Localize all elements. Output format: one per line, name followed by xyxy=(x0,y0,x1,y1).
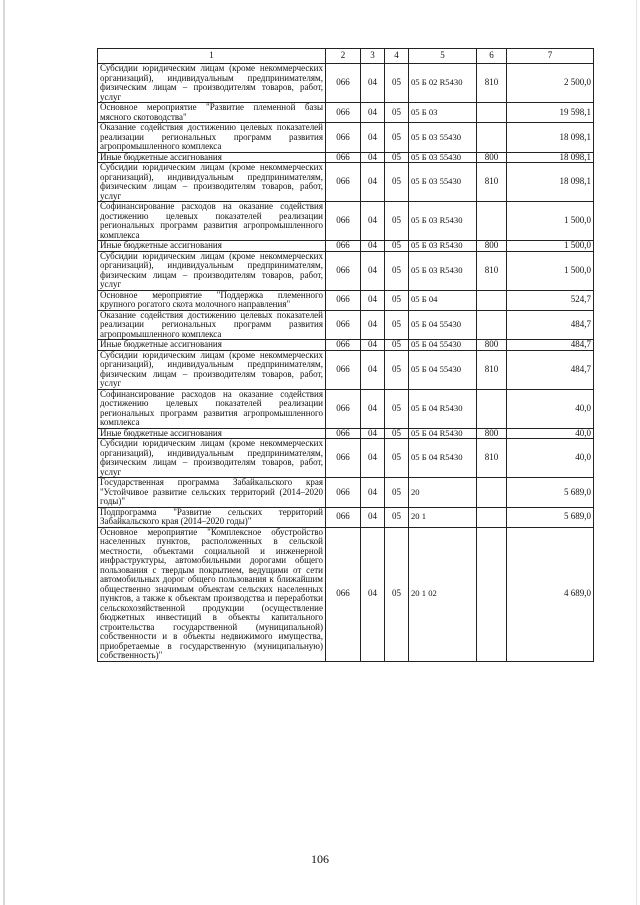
table-cell-sum: 524,7 xyxy=(507,290,594,310)
table-cell-admin-code: 066 xyxy=(326,163,361,202)
table-cell-name: Субсидии юридическим лицам (кроме некоммерческих организаций), индивидуальным предпринимателям, физическим лицам – производителям товаров, работ, услуг xyxy=(98,350,326,389)
table-cell-admin-code: 066 xyxy=(326,241,361,252)
table-body xyxy=(98,64,594,662)
table-cell-subsection: 05 xyxy=(385,152,409,163)
table-cell-section: 04 xyxy=(361,507,385,527)
table-cell-target-code: 05 Б 03 xyxy=(409,103,477,123)
table-row xyxy=(98,527,594,661)
table-cell-subsection: 05 xyxy=(385,202,409,241)
table-cell-name: Иные бюджетные ассигнования xyxy=(98,152,326,163)
table-cell-name: Основное мероприятие "Развитие племенной базы мясного скотоводства" xyxy=(98,103,326,123)
table-cell-section: 04 xyxy=(361,251,385,290)
column-number-sum: 7 xyxy=(507,49,594,64)
table-cell-target-code: 05 Б 04 R5430 xyxy=(409,389,477,428)
table-cell-name: Субсидии юридическим лицам (кроме некоммерческих организаций), индивидуальным предпринимателям, физическим лицам – производителям товаров, работ, услуг xyxy=(98,439,326,478)
table-cell-expense-type: 810 xyxy=(477,163,507,202)
page-number: 106 xyxy=(311,852,329,866)
table-cell-expense-type: 810 xyxy=(477,350,507,389)
table-cell-sum: 5 689,0 xyxy=(507,478,594,508)
table-row xyxy=(98,290,594,310)
table-row xyxy=(98,64,594,103)
table-cell-admin-code: 066 xyxy=(326,103,361,123)
table-cell-sum: 40,0 xyxy=(507,428,594,439)
table-cell-sum: 484,7 xyxy=(507,340,594,351)
table-cell-section: 04 xyxy=(361,340,385,351)
table-cell-subsection: 05 xyxy=(385,507,409,527)
table-row xyxy=(98,103,594,123)
table-cell-admin-code: 066 xyxy=(326,478,361,508)
table-cell-admin-code: 066 xyxy=(326,350,361,389)
table-cell-sum: 1 500,0 xyxy=(507,202,594,241)
table-row xyxy=(98,389,594,428)
table-cell-expense-type: 810 xyxy=(477,251,507,290)
table-cell-subsection: 05 xyxy=(385,389,409,428)
table-cell-target-code: 05 Б 04 55430 xyxy=(409,310,477,340)
column-number-subsection: 4 xyxy=(385,49,409,64)
table-row xyxy=(98,241,594,252)
table-cell-target-code: 20 xyxy=(409,478,477,508)
table-cell-expense-type: 800 xyxy=(477,241,507,252)
table-cell-target-code: 05 Б 03 55430 xyxy=(409,123,477,153)
table-cell-expense-type xyxy=(477,389,507,428)
table-cell-section: 04 xyxy=(361,310,385,340)
table-cell-name: Иные бюджетные ассигнования xyxy=(98,241,326,252)
table-cell-name: Основное мероприятие "Комплексное обустройство населенных пунктов, расположенных в сельской местности, объектами социальной и инженерной инфраструктуры, автомобильными дорогами общего пользования с твердым покрытием, ведущими от сети автомобильных дорог общего пользования к ближайшим общественно значимым объектам сельских населенных пунктов, а также к объектам производства и переработки сельскохозяйственной продукции (осуществление бюджетных инвестиций в объекты капитального строительства государственной (муниципальной) собственности и в объекты недвижимого имущества, приобретаемые в государственную (муниципальную) собственность)" xyxy=(98,527,326,661)
table-cell-section: 04 xyxy=(361,428,385,439)
table-cell-target-code: 05 Б 04 R5430 xyxy=(409,439,477,478)
table-cell-admin-code: 066 xyxy=(326,123,361,153)
table-cell-section: 04 xyxy=(361,163,385,202)
table-cell-admin-code: 066 xyxy=(326,507,361,527)
table-cell-admin-code: 066 xyxy=(326,152,361,163)
table-cell-sum: 5 689,0 xyxy=(507,507,594,527)
table-cell-subsection: 05 xyxy=(385,340,409,351)
table-cell-admin-code: 066 xyxy=(326,64,361,103)
table-row xyxy=(98,202,594,241)
table-cell-sum: 19 598,1 xyxy=(507,103,594,123)
scan-edge-right xyxy=(636,0,637,905)
table-cell-name: Оказание содействия достижению целевых показателей реализации региональных программ развития агропромышленного комплекса xyxy=(98,310,326,340)
column-number-section: 3 xyxy=(361,49,385,64)
table-cell-expense-type: 800 xyxy=(477,152,507,163)
table-cell-subsection: 05 xyxy=(385,350,409,389)
table-cell-admin-code: 066 xyxy=(326,527,361,661)
table-row xyxy=(98,163,594,202)
table-cell-name: Иные бюджетные ассигнования xyxy=(98,340,326,351)
scan-edge-left xyxy=(3,0,5,905)
table-row xyxy=(98,439,594,478)
table-cell-expense-type: 810 xyxy=(477,64,507,103)
table-cell-admin-code: 066 xyxy=(326,290,361,310)
table-cell-subsection: 05 xyxy=(385,290,409,310)
column-number-target: 5 xyxy=(409,49,477,64)
table-cell-name: Субсидии юридическим лицам (кроме некоммерческих организаций), индивидуальным предпринимателям, физическим лицам – производителям товаров, работ, услуг xyxy=(98,251,326,290)
table-cell-target-code: 05 Б 04 55430 xyxy=(409,340,477,351)
table-cell-target-code: 05 Б 03 55430 xyxy=(409,163,477,202)
table-cell-expense-type xyxy=(477,290,507,310)
table-row xyxy=(98,507,594,527)
table-cell-admin-code: 066 xyxy=(326,428,361,439)
table-cell-name: Подпрограмма "Развитие сельских территорий Забайкальского края (2014–2020 годы)" xyxy=(98,507,326,527)
column-number-admin: 2 xyxy=(326,49,361,64)
table-cell-subsection: 05 xyxy=(385,527,409,661)
table-cell-section: 04 xyxy=(361,350,385,389)
table-cell-subsection: 05 xyxy=(385,310,409,340)
table-cell-target-code: 05 Б 04 55430 xyxy=(409,350,477,389)
table-cell-admin-code: 066 xyxy=(326,340,361,351)
table-cell-section: 04 xyxy=(361,389,385,428)
table-cell-subsection: 05 xyxy=(385,163,409,202)
table-cell-admin-code: 066 xyxy=(326,389,361,428)
column-number-name: 1 xyxy=(98,49,326,64)
table-cell-section: 04 xyxy=(361,439,385,478)
table-cell-sum: 18 098,1 xyxy=(507,163,594,202)
table-cell-name: Иные бюджетные ассигнования xyxy=(98,428,326,439)
table-cell-subsection: 05 xyxy=(385,428,409,439)
table-cell-section: 04 xyxy=(361,527,385,661)
table-row xyxy=(98,428,594,439)
table-cell-expense-type: 800 xyxy=(477,428,507,439)
table-cell-section: 04 xyxy=(361,103,385,123)
table-cell-sum: 484,7 xyxy=(507,310,594,340)
table-cell-section: 04 xyxy=(361,123,385,153)
table-cell-section: 04 xyxy=(361,241,385,252)
table-row xyxy=(98,152,594,163)
table-cell-sum: 18 098,1 xyxy=(507,123,594,153)
table-row xyxy=(98,310,594,340)
table-cell-name: Государственная программа Забайкальского края "Устойчивое развитие сельских территорий (2014–2020 годы)" xyxy=(98,478,326,508)
table-cell-section: 04 xyxy=(361,290,385,310)
table-cell-subsection: 05 xyxy=(385,478,409,508)
table-cell-subsection: 05 xyxy=(385,439,409,478)
table-cell-expense-type: 800 xyxy=(477,340,507,351)
table-cell-sum: 1 500,0 xyxy=(507,241,594,252)
table-cell-admin-code: 066 xyxy=(326,310,361,340)
table-cell-sum: 484,7 xyxy=(507,350,594,389)
table-cell-target-code: 05 Б 03 R5430 xyxy=(409,251,477,290)
table-cell-target-code: 05 Б 03 R5430 xyxy=(409,241,477,252)
table-cell-section: 04 xyxy=(361,202,385,241)
table-cell-name: Субсидии юридическим лицам (кроме некоммерческих организаций), индивидуальным предпринимателям, физическим лицам – производителям товаров, работ, услуг xyxy=(98,64,326,103)
table-cell-target-code: 20 1 xyxy=(409,507,477,527)
table-row xyxy=(98,350,594,389)
table-cell-name: Субсидии юридическим лицам (кроме некоммерческих организаций), индивидуальным предпринимателям, физическим лицам – производителям товаров, работ, услуг xyxy=(98,163,326,202)
table-cell-sum: 18 098,1 xyxy=(507,152,594,163)
table-cell-expense-type xyxy=(477,202,507,241)
table-cell-subsection: 05 xyxy=(385,123,409,153)
column-number-row xyxy=(98,49,594,64)
table-cell-admin-code: 066 xyxy=(326,251,361,290)
table-cell-subsection: 05 xyxy=(385,241,409,252)
table-cell-expense-type xyxy=(477,310,507,340)
table-cell-target-code: 05 Б 03 R5430 xyxy=(409,202,477,241)
table-cell-admin-code: 066 xyxy=(326,202,361,241)
table-row xyxy=(98,340,594,351)
table-cell-section: 04 xyxy=(361,64,385,103)
table-cell-sum: 40,0 xyxy=(507,389,594,428)
table-cell-expense-type xyxy=(477,123,507,153)
table-cell-subsection: 05 xyxy=(385,103,409,123)
table-cell-subsection: 05 xyxy=(385,64,409,103)
table-cell-sum: 4 689,0 xyxy=(507,527,594,661)
table-cell-name: Оказание содействия достижению целевых показателей реализации региональных программ развития агропромышленного комплекса xyxy=(98,123,326,153)
table-cell-target-code: 05 Б 04 R5430 xyxy=(409,428,477,439)
table-cell-target-code: 05 Б 02 R5430 xyxy=(409,64,477,103)
table-row xyxy=(98,478,594,508)
table-cell-target-code: 20 1 02 xyxy=(409,527,477,661)
table-cell-expense-type xyxy=(477,103,507,123)
table-cell-sum: 2 500,0 xyxy=(507,64,594,103)
table-cell-name: Софинансирование расходов на оказание содействия достижению целевых показателей реализации региональных программ развития агропромышленного комплекса xyxy=(98,202,326,241)
table-cell-sum: 40,0 xyxy=(507,439,594,478)
table-row xyxy=(98,123,594,153)
table-cell-section: 04 xyxy=(361,478,385,508)
table-cell-sum: 1 500,0 xyxy=(507,251,594,290)
table-row xyxy=(98,251,594,290)
table-cell-expense-type xyxy=(477,478,507,508)
table-cell-expense-type xyxy=(477,507,507,527)
budget-table xyxy=(97,48,594,662)
table-cell-name: Основное мероприятие "Поддержка племенного крупного рогатого скота молочного направления" xyxy=(98,290,326,310)
table-cell-expense-type: 810 xyxy=(477,439,507,478)
table-cell-section: 04 xyxy=(361,152,385,163)
table-cell-subsection: 05 xyxy=(385,251,409,290)
column-number-type: 6 xyxy=(477,49,507,64)
table-cell-expense-type xyxy=(477,527,507,661)
table-cell-target-code: 05 Б 03 55430 xyxy=(409,152,477,163)
table-cell-admin-code: 066 xyxy=(326,439,361,478)
table-cell-name: Софинансирование расходов на оказание содействия достижению целевых показателей реализации региональных программ развития агропромышленного комплекса xyxy=(98,389,326,428)
table-cell-target-code: 05 Б 04 xyxy=(409,290,477,310)
